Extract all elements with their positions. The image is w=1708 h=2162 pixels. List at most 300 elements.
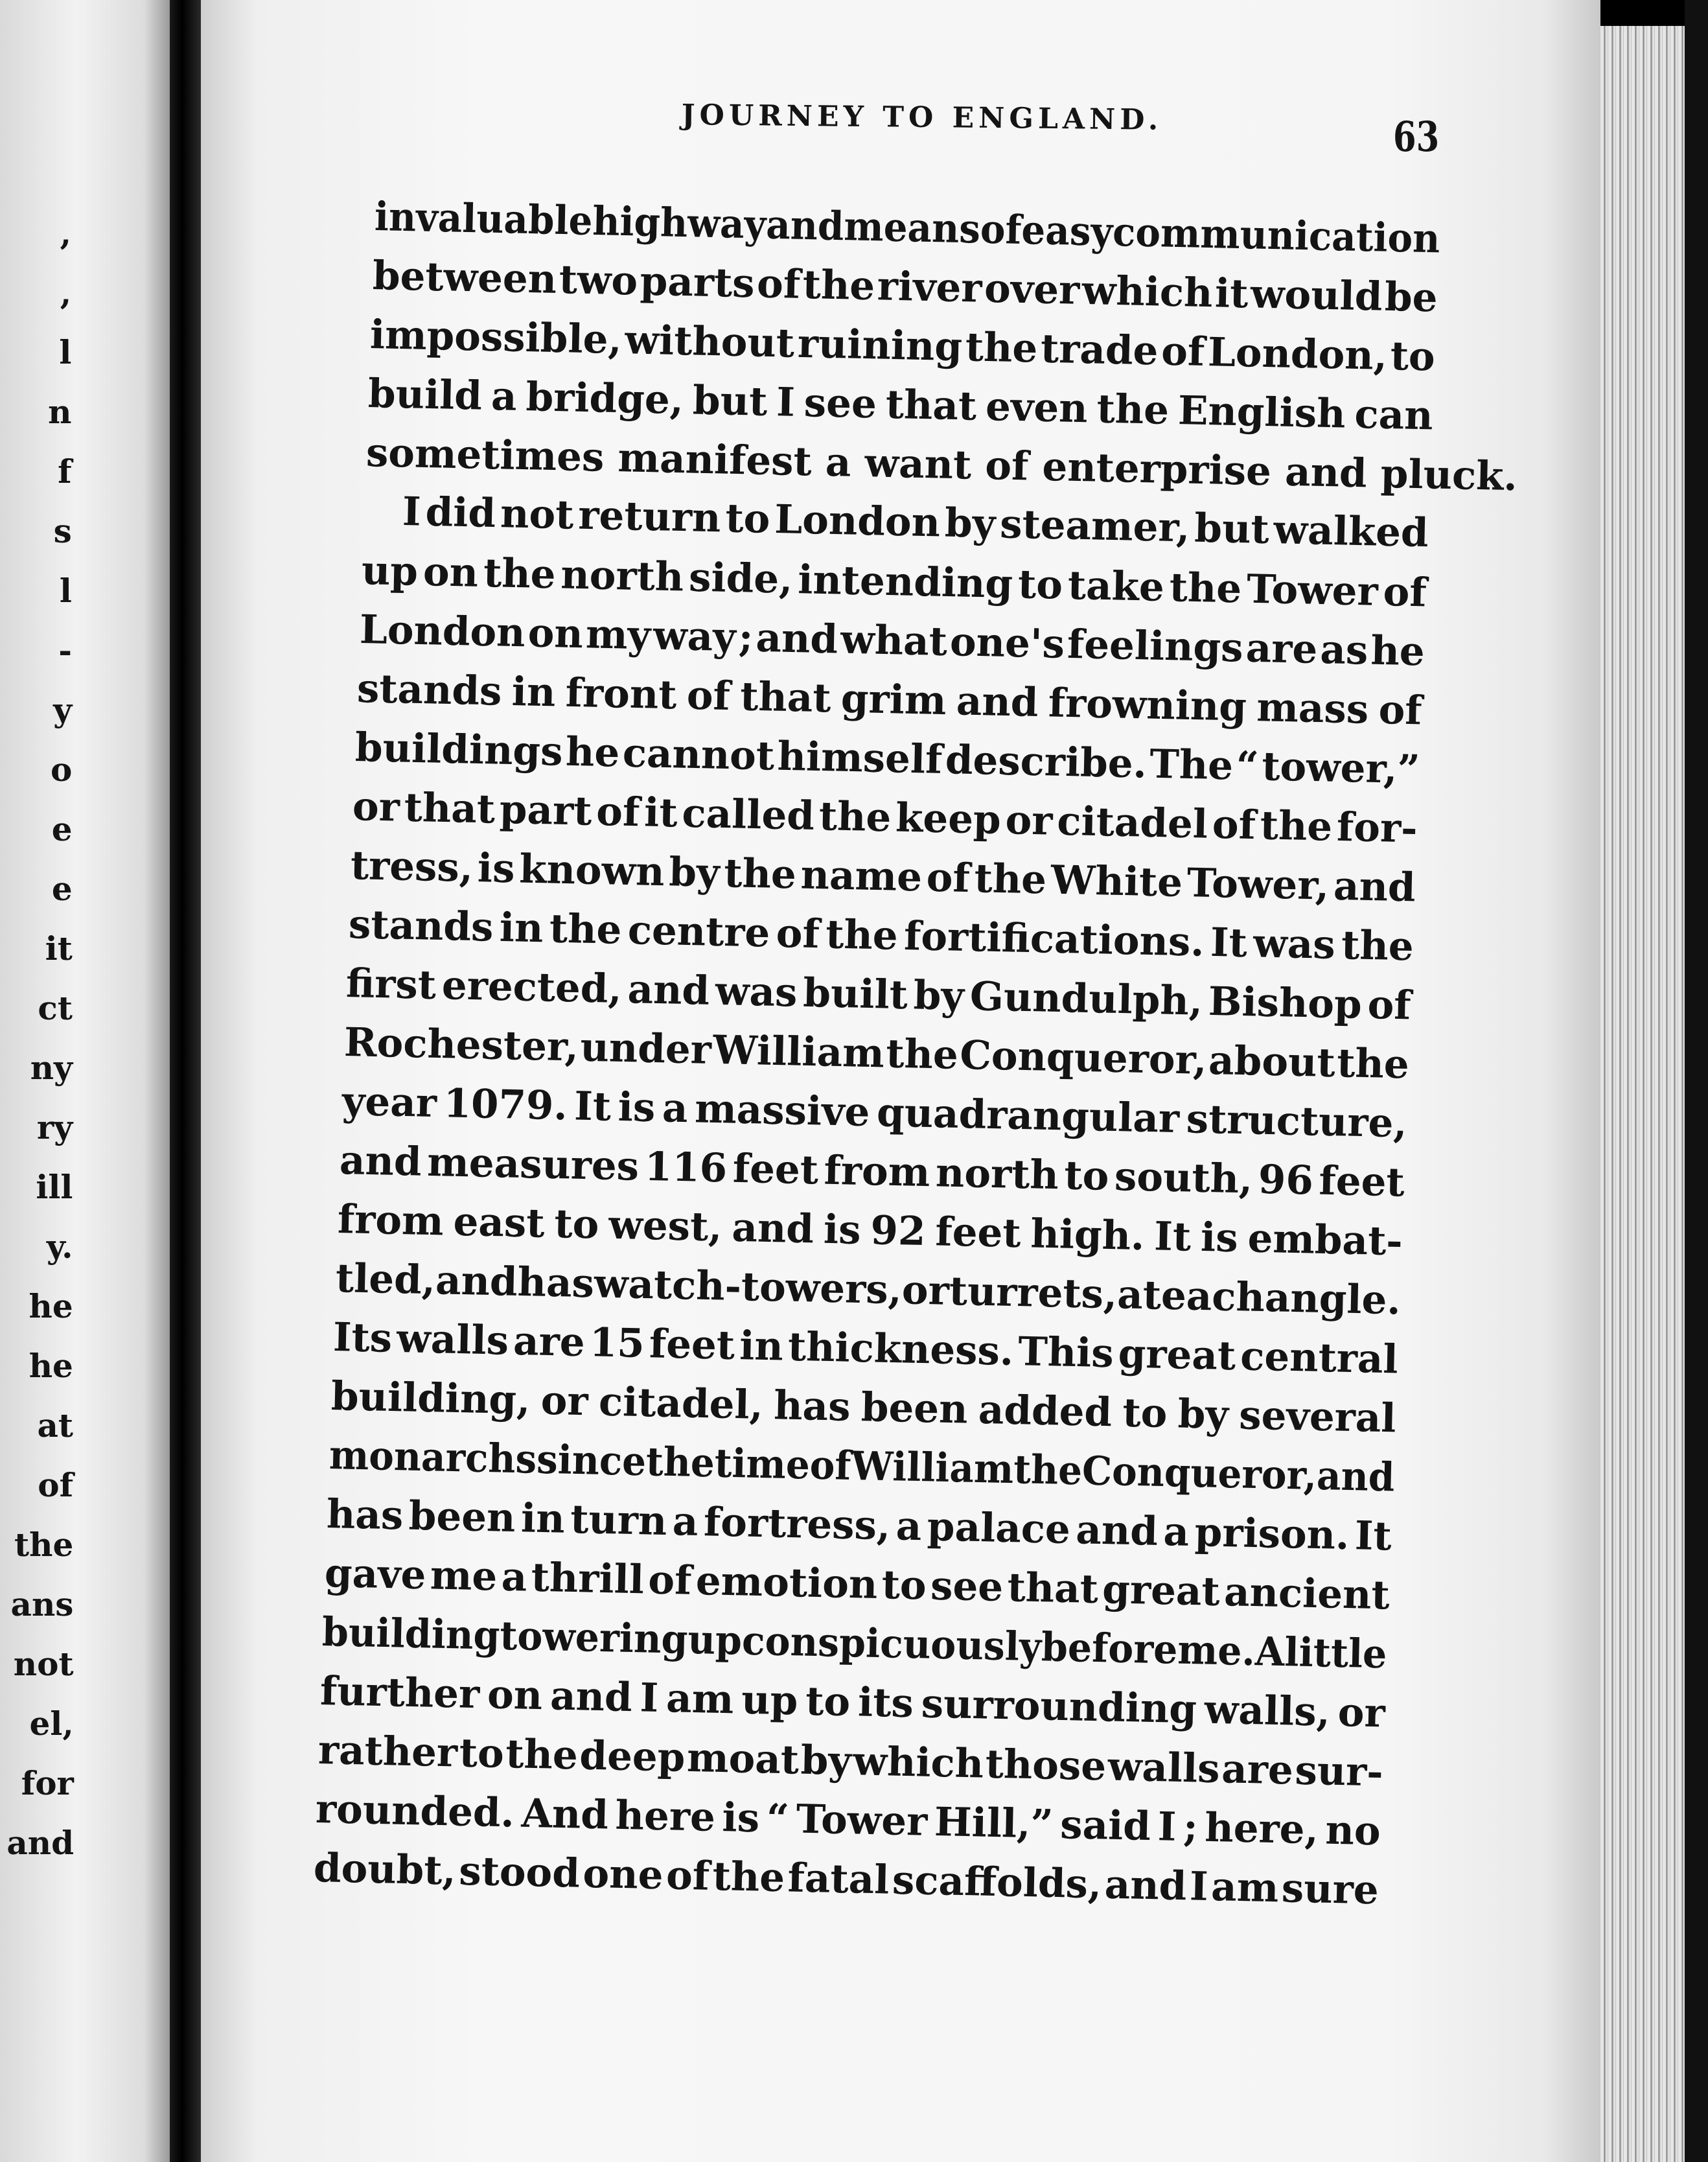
word: tower,” bbox=[1261, 743, 1421, 793]
word: thrill bbox=[530, 1554, 645, 1603]
word: has bbox=[326, 1491, 404, 1539]
word: on bbox=[422, 548, 479, 596]
word: at bbox=[1116, 1272, 1162, 1319]
word: those bbox=[984, 1741, 1107, 1790]
word: ruining bbox=[797, 320, 964, 371]
word: citadel, bbox=[598, 1378, 764, 1428]
word: take bbox=[1067, 562, 1165, 610]
word: feet bbox=[732, 1145, 819, 1194]
word: which bbox=[852, 1738, 984, 1787]
word: watch-towers, bbox=[593, 1261, 903, 1314]
word: fatal bbox=[787, 1855, 890, 1903]
word: the bbox=[1260, 802, 1333, 850]
text-line bbox=[372, 253, 1438, 321]
word: on bbox=[527, 610, 584, 658]
word: himself bbox=[776, 733, 943, 783]
word: has bbox=[773, 1382, 851, 1430]
text-line bbox=[324, 1551, 1390, 1618]
word: of bbox=[596, 788, 641, 836]
word: ; bbox=[737, 614, 754, 661]
word: first bbox=[345, 960, 437, 1008]
word: feet bbox=[934, 1209, 1022, 1257]
word: I bbox=[776, 379, 796, 426]
word: 116 bbox=[644, 1143, 728, 1192]
previous-page-fragment: , bbox=[60, 273, 72, 312]
word: parts bbox=[639, 258, 755, 307]
word: to bbox=[881, 1562, 927, 1609]
word: “ bbox=[766, 1795, 791, 1842]
word: ; bbox=[1183, 1804, 1199, 1851]
word: palace bbox=[927, 1504, 1071, 1553]
word: rounded. bbox=[315, 1786, 515, 1837]
word: This bbox=[1017, 1329, 1114, 1377]
text-line bbox=[316, 1787, 1381, 1854]
word: me bbox=[429, 1552, 498, 1600]
word: one bbox=[582, 1850, 664, 1899]
word: It bbox=[1210, 919, 1248, 967]
word: citadel bbox=[1057, 798, 1209, 848]
word: the bbox=[645, 1439, 715, 1487]
word: by bbox=[668, 849, 721, 896]
word: north bbox=[935, 1150, 1059, 1199]
word: and bbox=[339, 1137, 422, 1185]
word: to bbox=[724, 495, 771, 542]
previous-page-fragment: he bbox=[29, 1347, 73, 1385]
word: be bbox=[1383, 273, 1438, 321]
word: side, bbox=[688, 554, 793, 603]
word: by bbox=[800, 1737, 852, 1785]
word: he bbox=[565, 728, 620, 776]
word: and bbox=[731, 1204, 814, 1253]
word: conspicuously bbox=[741, 1618, 1043, 1671]
word: west, bbox=[608, 1202, 723, 1251]
word: up bbox=[741, 1677, 799, 1725]
word: or bbox=[901, 1267, 950, 1314]
word: can bbox=[1354, 391, 1434, 439]
word: great bbox=[1118, 1331, 1237, 1380]
word: of bbox=[980, 206, 1022, 253]
word: ancient bbox=[1223, 1569, 1391, 1619]
word: in bbox=[511, 669, 557, 716]
word: since bbox=[535, 1436, 647, 1485]
word: highway bbox=[592, 198, 767, 248]
word: to bbox=[1017, 561, 1063, 609]
word: London bbox=[358, 607, 525, 657]
word: And bbox=[521, 1790, 610, 1839]
text-line bbox=[352, 784, 1418, 852]
word: here, bbox=[1205, 1804, 1319, 1854]
word: the bbox=[1336, 1040, 1410, 1088]
word: it bbox=[643, 789, 678, 837]
word: steamer, bbox=[999, 501, 1191, 552]
word: of bbox=[1367, 982, 1412, 1029]
word: angle. bbox=[1264, 1275, 1401, 1324]
word: by bbox=[1177, 1391, 1229, 1439]
word: is bbox=[477, 845, 516, 892]
page-number: 63 bbox=[1393, 113, 1440, 161]
word: up bbox=[687, 1616, 743, 1664]
word: the bbox=[1013, 1447, 1083, 1494]
word: London bbox=[774, 496, 941, 546]
word: means bbox=[843, 203, 981, 253]
word: a bbox=[1162, 1509, 1190, 1555]
word: year bbox=[341, 1078, 437, 1127]
word: walls bbox=[1107, 1743, 1221, 1793]
word: sure bbox=[1281, 1865, 1379, 1914]
word: I bbox=[1189, 1863, 1209, 1910]
word: walls bbox=[396, 1316, 509, 1364]
word: or bbox=[352, 784, 400, 831]
word: deep bbox=[579, 1732, 686, 1781]
word: to bbox=[1064, 1152, 1110, 1200]
word: river bbox=[876, 263, 982, 312]
word: are bbox=[1245, 625, 1318, 673]
text-line bbox=[330, 1374, 1396, 1441]
word: of bbox=[647, 1557, 692, 1604]
previous-page-fragment: n bbox=[48, 393, 72, 431]
word: easy bbox=[1021, 207, 1113, 255]
word: the bbox=[548, 905, 622, 953]
word: turrets, bbox=[948, 1268, 1118, 1318]
word: am bbox=[1210, 1864, 1280, 1912]
previous-page-fragment: l bbox=[59, 572, 72, 610]
text-line bbox=[348, 902, 1414, 970]
text-line bbox=[335, 1256, 1401, 1323]
word: central bbox=[1240, 1333, 1399, 1383]
text-line bbox=[346, 961, 1412, 1029]
text-line bbox=[329, 1433, 1395, 1500]
previous-page-fragment: he bbox=[29, 1287, 73, 1325]
word: Tower bbox=[1246, 566, 1379, 615]
word: build bbox=[367, 371, 483, 419]
word: the bbox=[974, 855, 1047, 903]
word: before bbox=[1041, 1624, 1179, 1673]
word: buildings bbox=[354, 725, 563, 775]
previous-page-fragment: ill bbox=[36, 1168, 73, 1206]
word: it bbox=[1214, 270, 1249, 318]
word: several bbox=[1238, 1392, 1397, 1442]
word: The bbox=[1149, 741, 1234, 789]
word: Conqueror, bbox=[1081, 1448, 1317, 1499]
word: in bbox=[498, 904, 544, 952]
word: Its bbox=[332, 1314, 393, 1362]
word: here bbox=[615, 1792, 716, 1841]
previous-page-fragment: at bbox=[37, 1406, 73, 1445]
previous-page-fragment: ans bbox=[10, 1585, 74, 1623]
text-line bbox=[374, 194, 1440, 262]
word: no bbox=[1325, 1807, 1381, 1855]
word: the bbox=[965, 324, 1039, 372]
word: the bbox=[825, 911, 899, 959]
word: and bbox=[549, 1673, 633, 1721]
word: bridge, bbox=[525, 374, 684, 424]
word: between bbox=[371, 253, 557, 303]
word: tled, bbox=[334, 1255, 436, 1304]
word: White bbox=[1050, 857, 1183, 906]
word: return bbox=[577, 492, 722, 542]
previous-page-fragment: of bbox=[38, 1466, 74, 1504]
word: stands bbox=[356, 666, 503, 715]
word: and bbox=[1333, 863, 1416, 911]
previous-page-fragment: ny bbox=[30, 1049, 73, 1087]
word: London, bbox=[1207, 329, 1388, 379]
word: the bbox=[802, 261, 875, 310]
word: said bbox=[1059, 1802, 1152, 1850]
word: has bbox=[516, 1259, 595, 1307]
text-line bbox=[319, 1669, 1385, 1736]
word: the bbox=[711, 1853, 785, 1901]
word: Tower bbox=[796, 1796, 929, 1845]
word: massive bbox=[694, 1086, 870, 1136]
text-line bbox=[350, 843, 1416, 911]
word: tress, bbox=[350, 843, 474, 891]
word: that bbox=[885, 381, 977, 430]
word: mass bbox=[1256, 684, 1370, 733]
word: the bbox=[1096, 386, 1170, 434]
word: of bbox=[809, 1442, 851, 1489]
text-line bbox=[343, 1020, 1409, 1087]
running-head: JOURNEY TO ENGLAND. bbox=[681, 99, 1163, 137]
word: what bbox=[840, 616, 948, 665]
word: each bbox=[1160, 1272, 1265, 1321]
word: for- bbox=[1336, 804, 1418, 852]
word: or bbox=[540, 1377, 589, 1425]
previous-page-fragment: e bbox=[51, 870, 73, 908]
previous-page-fragment: y. bbox=[46, 1227, 73, 1266]
word: the bbox=[1168, 564, 1242, 612]
word: is bbox=[722, 1795, 761, 1842]
text-line bbox=[402, 489, 1429, 556]
word: a bbox=[895, 1503, 923, 1550]
word: frowning bbox=[1048, 680, 1247, 730]
word: to bbox=[458, 1730, 505, 1777]
word: me. bbox=[1177, 1627, 1256, 1675]
word: doubt, bbox=[313, 1845, 457, 1894]
word: the bbox=[885, 1030, 959, 1078]
word: not bbox=[500, 491, 575, 539]
word: or bbox=[1337, 1689, 1386, 1737]
word: prison. bbox=[1194, 1509, 1350, 1559]
word: 15 bbox=[589, 1319, 645, 1367]
text-line: sometimes manifest a want of enterprise and pluck. bbox=[365, 430, 1518, 500]
previous-page-fragment: y bbox=[53, 691, 73, 729]
word: see bbox=[803, 380, 877, 428]
word: William bbox=[712, 1027, 885, 1077]
word: that bbox=[739, 673, 832, 722]
word: about bbox=[1208, 1037, 1336, 1087]
previous-page-fragment: for bbox=[21, 1764, 74, 1802]
word: of bbox=[1378, 687, 1423, 734]
word: I bbox=[640, 1675, 660, 1721]
word: Gundulph, bbox=[969, 973, 1204, 1025]
previous-page-fragment: not bbox=[13, 1645, 74, 1683]
previous-page-fragment: s bbox=[53, 512, 72, 550]
word: stood bbox=[458, 1848, 581, 1897]
word: front bbox=[565, 669, 678, 719]
previous-page-fragment: o bbox=[51, 750, 73, 789]
word: and bbox=[1104, 1861, 1188, 1910]
word: cannot bbox=[621, 730, 775, 780]
word: to bbox=[805, 1678, 851, 1726]
word: from bbox=[337, 1196, 444, 1245]
word: by bbox=[913, 972, 965, 1019]
word: did bbox=[425, 489, 497, 537]
text-line bbox=[370, 312, 1436, 380]
word: on bbox=[487, 1671, 544, 1719]
previous-page-fragment: f bbox=[58, 452, 72, 491]
word: stands bbox=[347, 901, 494, 951]
word: called bbox=[682, 790, 816, 839]
word: a bbox=[500, 1553, 527, 1601]
word: rather bbox=[317, 1727, 458, 1776]
word: the bbox=[1341, 922, 1414, 970]
word: without bbox=[625, 317, 796, 367]
word: the bbox=[818, 793, 892, 841]
word: been bbox=[408, 1493, 516, 1542]
word: high. bbox=[1030, 1211, 1145, 1260]
word: towering bbox=[500, 1612, 689, 1663]
word: that bbox=[404, 784, 496, 833]
word: a bbox=[672, 1498, 699, 1546]
word: feelings bbox=[1066, 621, 1243, 671]
word: and bbox=[1075, 1507, 1159, 1555]
word: known bbox=[518, 846, 665, 896]
word: embat- bbox=[1247, 1215, 1403, 1265]
word: 96 bbox=[1258, 1156, 1314, 1204]
word: part bbox=[499, 786, 593, 835]
word: of bbox=[926, 854, 971, 902]
word: but bbox=[692, 377, 768, 425]
word: building, bbox=[330, 1373, 531, 1424]
word: even bbox=[985, 383, 1089, 432]
word: are bbox=[1221, 1746, 1294, 1794]
word: up bbox=[361, 548, 419, 595]
word: its bbox=[857, 1679, 914, 1727]
word: turn bbox=[570, 1496, 668, 1544]
word: and bbox=[956, 678, 1039, 726]
word: from bbox=[824, 1147, 931, 1196]
word: in bbox=[520, 1495, 566, 1542]
word: of bbox=[686, 672, 731, 720]
word: thickness. bbox=[787, 1323, 1015, 1375]
word: great bbox=[1102, 1566, 1221, 1615]
word: to bbox=[553, 1201, 600, 1248]
word: moat bbox=[686, 1734, 800, 1784]
text-line bbox=[322, 1610, 1388, 1677]
word: erected, bbox=[441, 962, 623, 1012]
word: Tower, bbox=[1186, 860, 1330, 909]
text-line bbox=[317, 1728, 1383, 1795]
text-line bbox=[367, 371, 1433, 439]
previous-page-fragment: and bbox=[6, 1824, 75, 1862]
word: intending bbox=[797, 557, 1013, 608]
word: communication bbox=[1112, 209, 1441, 262]
word: centre bbox=[627, 907, 770, 957]
word: built bbox=[802, 970, 908, 1019]
word: scaffolds, bbox=[892, 1857, 1102, 1908]
word: It bbox=[1354, 1513, 1392, 1560]
word: surrounding bbox=[921, 1680, 1197, 1733]
word: added bbox=[977, 1386, 1113, 1436]
text-line bbox=[326, 1492, 1392, 1559]
word: measures bbox=[426, 1139, 640, 1190]
word: was bbox=[715, 968, 798, 1016]
word: building bbox=[321, 1609, 501, 1659]
word: is bbox=[617, 1084, 656, 1132]
word: see bbox=[930, 1563, 1004, 1610]
previous-page-fragment: it bbox=[45, 929, 73, 968]
word: south, bbox=[1114, 1154, 1254, 1203]
previous-page-fragment: l bbox=[59, 333, 72, 371]
word: sur- bbox=[1294, 1747, 1384, 1796]
word: which bbox=[1081, 267, 1213, 317]
word: of bbox=[1382, 569, 1427, 616]
word: but bbox=[1194, 505, 1270, 553]
word: was bbox=[1252, 920, 1336, 968]
word: grim bbox=[840, 675, 947, 725]
word: is bbox=[1200, 1214, 1239, 1262]
word: been bbox=[860, 1384, 969, 1433]
word: are bbox=[513, 1318, 586, 1366]
word: quadrangular bbox=[876, 1089, 1180, 1143]
text-line bbox=[313, 1846, 1379, 1913]
previous-page-fragment: the bbox=[14, 1526, 74, 1564]
word: east bbox=[452, 1198, 546, 1247]
word: It bbox=[573, 1083, 612, 1130]
word: A bbox=[1254, 1629, 1286, 1676]
word: William bbox=[850, 1443, 1014, 1493]
previous-page-fragment: e bbox=[51, 810, 73, 848]
word: of bbox=[1212, 801, 1257, 849]
word: in bbox=[739, 1323, 784, 1370]
word: that bbox=[1006, 1564, 1099, 1612]
word: as bbox=[1319, 627, 1368, 674]
word: 1079. bbox=[443, 1080, 568, 1130]
word: of bbox=[1160, 328, 1206, 375]
word: keep bbox=[895, 795, 1002, 843]
word: 92 bbox=[870, 1207, 927, 1255]
word: I bbox=[402, 489, 422, 535]
word: of bbox=[775, 910, 820, 958]
word: It bbox=[1153, 1213, 1192, 1261]
word: walked bbox=[1273, 507, 1429, 557]
word: monarchs bbox=[328, 1432, 537, 1483]
word: invaluable bbox=[374, 194, 594, 245]
word: and bbox=[755, 614, 838, 663]
text-line bbox=[354, 725, 1420, 793]
word: and bbox=[765, 202, 845, 250]
word: by bbox=[944, 500, 997, 548]
word: further bbox=[319, 1668, 480, 1718]
word: the bbox=[723, 850, 797, 898]
word: and bbox=[627, 966, 711, 1014]
text-line bbox=[356, 666, 1422, 734]
word: Conqueror, bbox=[959, 1032, 1208, 1084]
word: trade bbox=[1040, 325, 1159, 375]
word: a bbox=[661, 1085, 688, 1132]
word: he bbox=[1370, 627, 1425, 675]
word: one's bbox=[949, 619, 1065, 668]
word: structure, bbox=[1185, 1096, 1407, 1147]
previous-page-fragment: - bbox=[58, 631, 73, 669]
previous-page-fragment: el, bbox=[29, 1704, 74, 1743]
word: Bishop bbox=[1208, 978, 1363, 1028]
text-line bbox=[341, 1079, 1407, 1146]
word: and bbox=[434, 1257, 518, 1305]
previous-page-fragment: ct bbox=[38, 989, 73, 1027]
word: Rochester, bbox=[343, 1019, 579, 1071]
word: the bbox=[483, 550, 557, 598]
